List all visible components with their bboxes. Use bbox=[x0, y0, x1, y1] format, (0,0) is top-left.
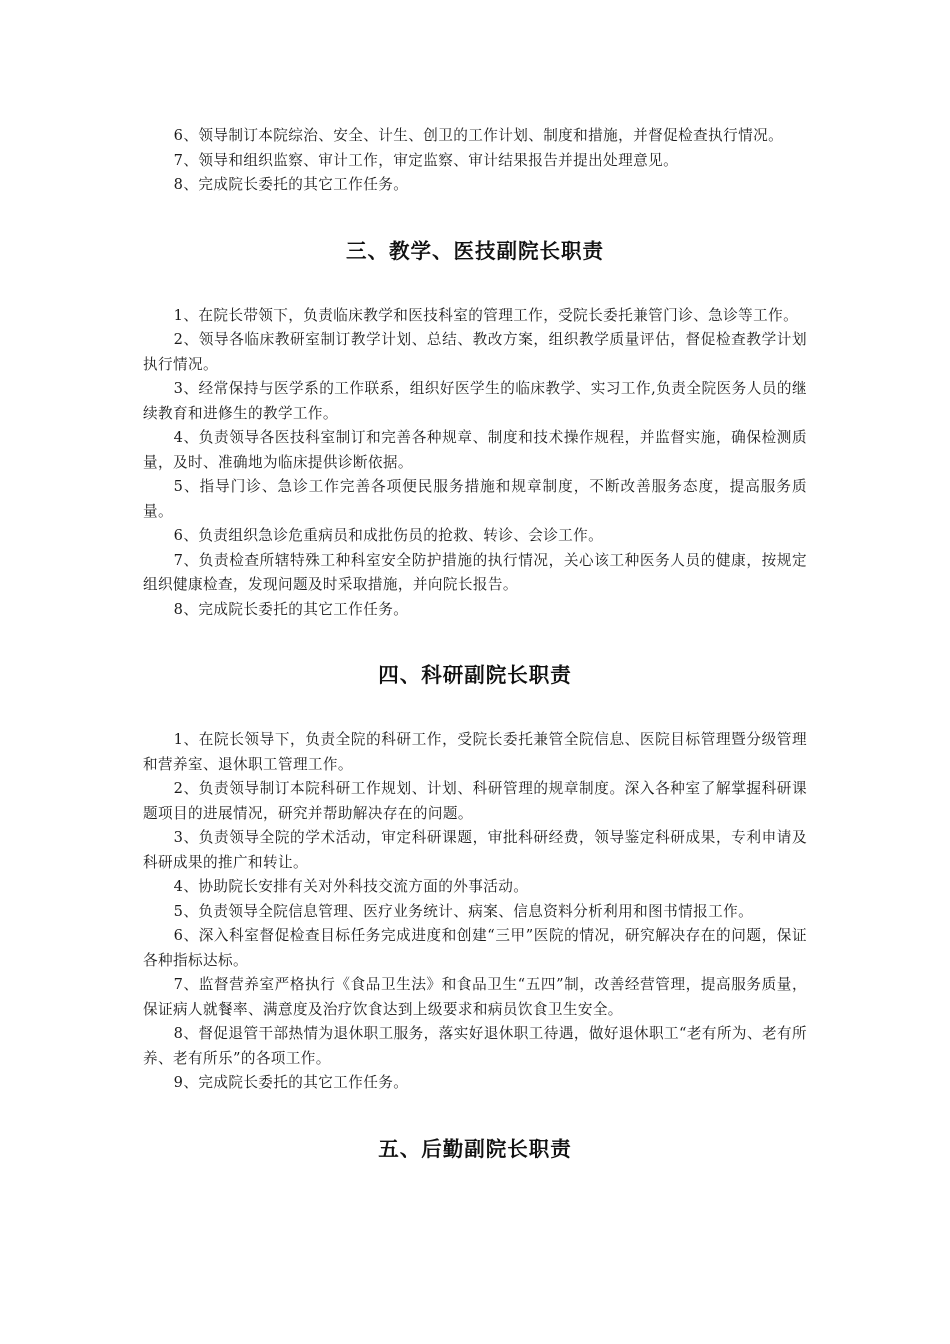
section-5-title: 五、后勤副院长职责 bbox=[378, 1136, 572, 1161]
section-3-body bbox=[143, 304, 807, 623]
paragraph: 7、负责检查所辖特殊工种科室安全防护措施的执行情况，关心该工种医务人员的健康，按规定组织健康检查，发现问题及时采取措施，并向院长报告。 bbox=[143, 551, 807, 593]
paragraph: 5、指导门诊、急诊工作完善各项便民服务措施和规章制度，不断改善服务态度，提高服务质量。 bbox=[143, 478, 807, 520]
section-4-body bbox=[143, 728, 807, 1096]
section-intro bbox=[143, 124, 807, 198]
paragraph: 8、督促退管干部热情为退休职工服务，落实好退休职工待遇，做好退休职工“老有所为、老有所养、老有所乐”的各项工作。 bbox=[143, 1025, 807, 1067]
paragraph: 2、负责领导制订本院科研工作规划、计划、科研管理的规章制度。深入各种室了解掌握科研课题项目的进展情况，研究并帮助解决存在的问题。 bbox=[143, 780, 807, 822]
paragraph: 7、监督营养室严格执行《食品卫生法》和食品卫生“五四”制，改善经营管理，提高服务质量，保证病人就餐率、满意度及治疗饮食达到上级要求和病员饮食卫生安全。 bbox=[143, 976, 807, 1018]
paragraph: 5、负责领导全院信息管理、医疗业务统计、病案、信息资料分析利用和图书情报工作。 bbox=[173, 902, 754, 920]
paragraph: 7、领导和组织监察、审计工作，审定监察、审计结果报告并提出处理意见。 bbox=[173, 151, 679, 169]
paragraph: 6、负责组织急诊危重病员和成批伤员的抢救、转诊、会诊工作。 bbox=[173, 527, 604, 544]
section-4-title: 四、科研副院长职责 bbox=[378, 663, 572, 687]
paragraph: 8、完成院长委托的其它工作任务。 bbox=[173, 176, 409, 193]
paragraph: 3、负责领导全院的学术活动，审定科研课题，审批科研经费，领导鉴定科研成果，专利申请及科研成果的推广和转让。 bbox=[143, 829, 807, 871]
paragraph: 1、在院长带领下，负责临床教学和医技科室的管理工作，受院长委托兼管门诊、急诊等工作。 bbox=[173, 306, 799, 324]
paragraph: 9、完成院长委托的其它工作任务。 bbox=[173, 1074, 409, 1091]
section-3-title: 三、教学、医技副院长职责 bbox=[346, 238, 604, 263]
paragraph: 1、在院长领导下，负责全院的科研工作，受院长委托兼管全院信息、医院目标管理暨分级管理和营养室、退休职工管理工作。 bbox=[143, 731, 807, 773]
paragraph: 4、协助院长安排有关对外科技交流方面的外事活动。 bbox=[173, 878, 529, 895]
document-body bbox=[143, 124, 807, 1164]
paragraph: 8、完成院长委托的其它工作任务。 bbox=[173, 600, 409, 618]
paragraph: 3、经常保持与医学系的工作联系，组织好医学生的临床教学、实习工作,负责全院医务人员的继续教育和进修生的教学工作。 bbox=[143, 380, 807, 422]
paragraph: 6、领导制订本院综治、安全、计生、创卫的工作计划、制度和措施，并督促检查执行情况。 bbox=[173, 127, 784, 144]
paragraph: 6、深入科室督促检查目标任务完成进度和创建“三甲”医院的情况，研究解决存在的问题，保证各种指标达标。 bbox=[143, 927, 807, 969]
paragraph: 4、负责领导各医技科室制订和完善各种规章、制度和技术操作规程，并监督实施，确保检测质量，及时、准确地为临床提供诊断依据。 bbox=[143, 429, 807, 471]
paragraph: 2、领导各临床教研室制订教学计划、总结、教改方案，组织教学质量评估，督促检查教学计划执行情况。 bbox=[143, 331, 807, 373]
